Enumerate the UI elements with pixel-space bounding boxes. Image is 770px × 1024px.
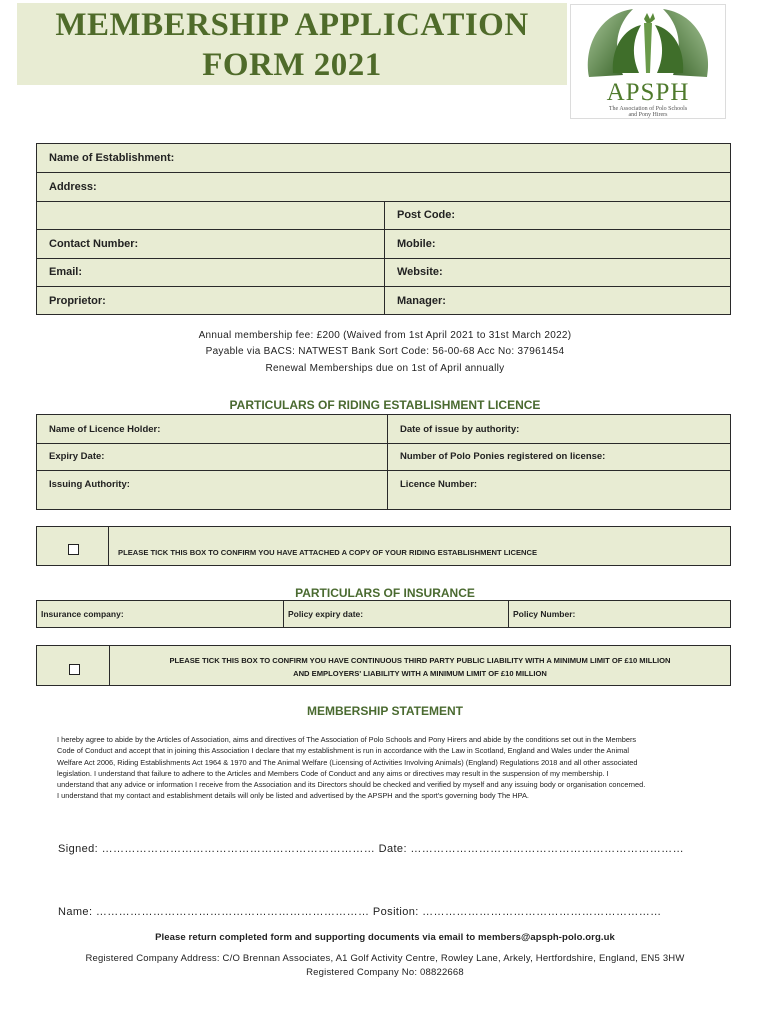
establishment-name-field[interactable]: Name of Establishment: [49, 152, 175, 164]
company-number: Registered Company No: 08822668 [306, 967, 464, 978]
return-instructions: Please return completed form and supporting documents via email to members@apsph-polo.org.uk [155, 932, 615, 943]
logo-subtext-line-1: The Association of Polo Schools [608, 106, 688, 112]
title-line-1: MEMBERSHIP APPLICATION [55, 7, 529, 43]
bank-details-line: Payable via BACS: NATWEST Bank Sort Code: 56-00-68 Acc No: 37961454 [205, 346, 565, 357]
mobile-field[interactable]: Mobile: [397, 237, 436, 250]
insurance-company-field[interactable]: Insurance company: [41, 609, 124, 619]
licence-confirm-row [36, 526, 731, 566]
statement-line: understand that any advice or information I receive from the Association and its Directors should be checked and verified by myself and any issuing body or organisation concerned. [57, 780, 646, 790]
manager-field[interactable]: Manager: [397, 294, 446, 307]
email-field[interactable]: Email: [49, 266, 83, 278]
apsph-logo [570, 4, 726, 119]
address-continued-field[interactable] [37, 201, 384, 229]
licence-number-field[interactable]: Licence Number: [400, 478, 478, 490]
logo-subtext [571, 106, 725, 118]
licence-confirm-checkbox[interactable] [68, 544, 79, 555]
statement-line: I understand that my contact and establishment details will only be listed and advertised by the APSPH and the sport's governing body The HPA. [57, 791, 529, 801]
statement-line: legislation. I understand that failure to adhere to the Articles and Members Code of Conduct and any aims or directives may result in the suspension of my membership. I [57, 768, 609, 778]
insurance-table [36, 600, 731, 628]
licence-table [36, 414, 731, 510]
issuing-authority-field[interactable]: Issuing Authority: [49, 478, 130, 490]
establishment-table [36, 143, 731, 315]
statement-line: Welfare Act 2006, Riding Establishments Act 1964 & 1970 and The Animal Welfare (Licensing of Activities Involving Animals) (England) Regulations 2018 and all other associated [57, 757, 638, 767]
signed-date-line[interactable]: Signed: ……………………………………………………………… Date: ……………………………………………………………… [58, 843, 684, 855]
licence-holder-field[interactable]: Name of Licence Holder: [49, 423, 161, 435]
proprietor-field[interactable]: Proprietor: [49, 294, 106, 307]
expiry-date-field[interactable]: Expiry Date: [49, 451, 105, 462]
insurance-confirm-line-2: AND EMPLOYERS' LIABILITY WITH A MINIMUM LIMIT OF £10 MILLION [293, 669, 547, 678]
statement-line: Code of Conduct and accept that in joining this Association I declare that my establishment is run in accordance with the Law in Scotland, England and Wales under the Animal [57, 746, 630, 756]
date-of-issue-field[interactable]: Date of issue by authority: [400, 423, 520, 435]
statement-body [57, 734, 722, 802]
title-line-2: FORM 2021 [202, 47, 382, 83]
licence-confirm-text: PLEASE TICK THIS BOX TO CONFIRM YOU HAVE ATTACHED A COPY OF YOUR RIDING ESTABLISHMENT LICENCE [118, 547, 538, 557]
title-banner [17, 3, 567, 85]
statement-line: I hereby agree to abide by the Articles of Association, aims and directives of The Association of Polo Schools and Pony Hirers and abide by the conditions set out in the Members [57, 735, 637, 744]
insurance-confirm-row [36, 645, 731, 686]
logo-text: APSPH [606, 79, 690, 106]
website-field[interactable]: Website: [397, 266, 443, 278]
polo-ponies-count-field[interactable]: Number of Polo Ponies registered on license: [400, 451, 606, 462]
insurance-confirm-line-1: PLEASE TICK THIS BOX TO CONFIRM YOU HAVE CONTINUOUS THIRD PARTY PUBLIC LIABILITY WITH A MINIMUM LIMIT OF £10 MILLION [169, 656, 671, 665]
postcode-field[interactable]: Post Code: [397, 209, 456, 221]
insurance-confirm-checkbox[interactable] [69, 664, 80, 675]
company-address: Registered Company Address: C/O Brennan Associates, A1 Golf Activity Centre, Rowley Lane, Arkely, Hertfordshire, England, EN5 3HW [85, 953, 685, 964]
contact-number-field[interactable]: Contact Number: [49, 237, 139, 250]
policy-expiry-field[interactable]: Policy expiry date: [288, 609, 364, 619]
address-field[interactable]: Address: [49, 180, 97, 193]
logo-subtext-line-2: and Pony Hirers [628, 112, 668, 118]
insurance-heading: PARTICULARS OF INSURANCE [295, 586, 475, 600]
licence-heading: PARTICULARS OF RIDING ESTABLISHMENT LICENCE [229, 398, 541, 412]
statement-heading: MEMBERSHIP STATEMENT [306, 704, 463, 718]
insurance-confirm-text [110, 654, 730, 680]
fee-line: Annual membership fee: £200 (Waived from 1st April 2021 to 31st March 2022) [198, 330, 572, 341]
name-position-line[interactable]: Name: ……………………………………………………………… Position: ……………………………………………………… [58, 906, 662, 918]
policy-number-field[interactable]: Policy Number: [513, 609, 576, 619]
renewal-line: Renewal Memberships due on 1st of April annually [265, 363, 505, 374]
